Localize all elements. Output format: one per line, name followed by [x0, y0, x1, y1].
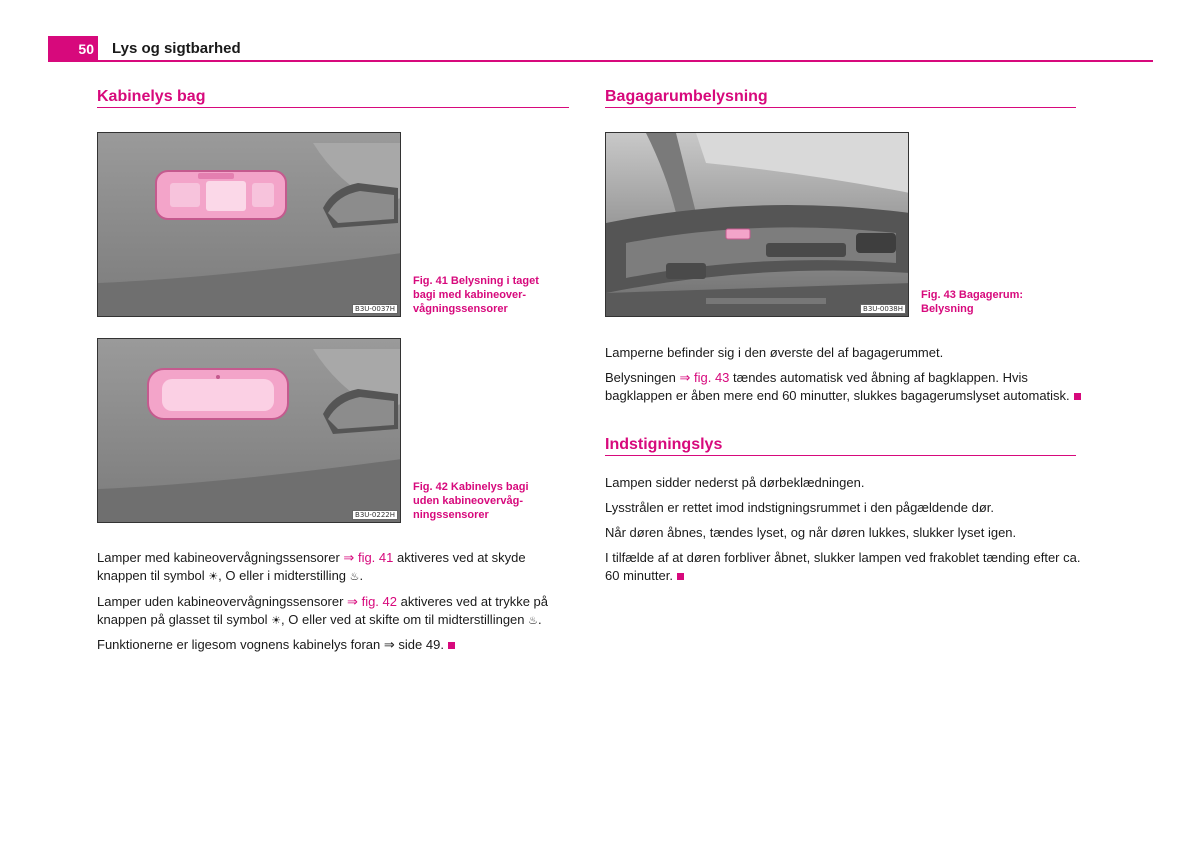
- section-rule: [605, 107, 1076, 108]
- paragraph-no-sensor-lamps: Lamper uden kabineovervågningssensorer ⇒ fig. 42 aktiveres ved at trykke på knappen på glasset til symbol ☀, O eller ved at skifte om til midterstillingen ♨.: [97, 594, 549, 627]
- figure-41-caption: Fig. 41 Belysning i taget bagi med kabineover- vågningssensorer: [413, 275, 539, 315]
- paragraph-entry-lamp-location: Lampen sidder nederst på dørbeklædningen.: [605, 475, 865, 490]
- page-number: 50: [48, 36, 98, 61]
- sensor-symbol-icon: ♨: [528, 614, 538, 627]
- trunk-light-illustration: [606, 133, 909, 317]
- fig-43-link[interactable]: fig. 43: [693, 370, 730, 385]
- paragraph-entry-lamp-behavior: Når døren åbnes, tændes lyset, og når døren lukkes, slukker lyset igen.: [605, 525, 1017, 540]
- figure-43-code: B3U-0038H: [860, 304, 906, 314]
- section-rule: [97, 107, 569, 108]
- chapter-title: Lys og sigtbarhed: [112, 40, 241, 57]
- figure-43-caption: Fig. 43 Bagagerum: Belysning: [921, 289, 1024, 315]
- end-of-section-icon: [448, 642, 455, 649]
- paragraph-functions: Funktionerne er ligesom vognens kabinelys foran ⇒ side 49.: [97, 636, 577, 654]
- figure-43-image: [605, 132, 909, 317]
- figure-41-image: [97, 132, 401, 317]
- side-49-link[interactable]: side 49.: [394, 637, 444, 652]
- paragraph-entry-lamp-direction: Lysstrålen er rettet imod indstigningsrummet i den pågældende dør.: [605, 500, 994, 515]
- section-rule: [605, 455, 1076, 456]
- header-rule: [48, 60, 1153, 62]
- paragraph-trunk-auto: Belysningen ⇒ fig. 43 tændes automatisk ved åbning af bagklappen. Hvis bagklappen er åben mere end 60 minutter, slukkes bagagerumslyset automatisk.: [605, 369, 1095, 405]
- paragraph-lamp-location: Lamperne befinder sig i den øverste del af bagagerummet.: [605, 345, 944, 360]
- paragraph-entry-lamp-timeout: I tilfælde af at døren forbliver åbnet, slukker lampen ved frakoblet tænding efter ca. 60 minutter.: [605, 550, 1081, 583]
- light-symbol-icon: ☀: [208, 570, 219, 583]
- paragraph-sensor-lamps: Lamper med kabineovervågningssensorer ⇒ fig. 41 aktiveres ved at skyde knappen til symbol ☀, O eller i midterstilling ♨.: [97, 550, 526, 583]
- figure-41-code: B3U-0037H: [352, 304, 398, 314]
- figure-42-caption: Fig. 42 Kabinelys bagi uden kabineovervåg- ningssensorer: [413, 481, 529, 521]
- section-title-bagagarumbelysning: Bagagarumbelysning: [605, 88, 768, 105]
- figure-42-code: B3U-0222H: [352, 510, 398, 520]
- roof-lamp-sensor-illustration: [98, 133, 401, 317]
- section-title-indstigningslys: Indstigningslys: [605, 436, 723, 453]
- roof-lamp-no-sensor-illustration: [98, 339, 401, 523]
- fig-41-link[interactable]: fig. 41: [357, 550, 394, 565]
- figure-42-image: [97, 338, 401, 523]
- fig-42-link[interactable]: fig. 42: [361, 594, 397, 609]
- section-title-kabinelys-bag: Kabinelys bag: [97, 88, 206, 105]
- sensor-symbol-icon: ♨: [349, 570, 360, 583]
- light-symbol-icon: ☀: [271, 614, 282, 627]
- end-of-section-icon: [1074, 393, 1081, 400]
- end-of-section-icon: [677, 573, 684, 580]
